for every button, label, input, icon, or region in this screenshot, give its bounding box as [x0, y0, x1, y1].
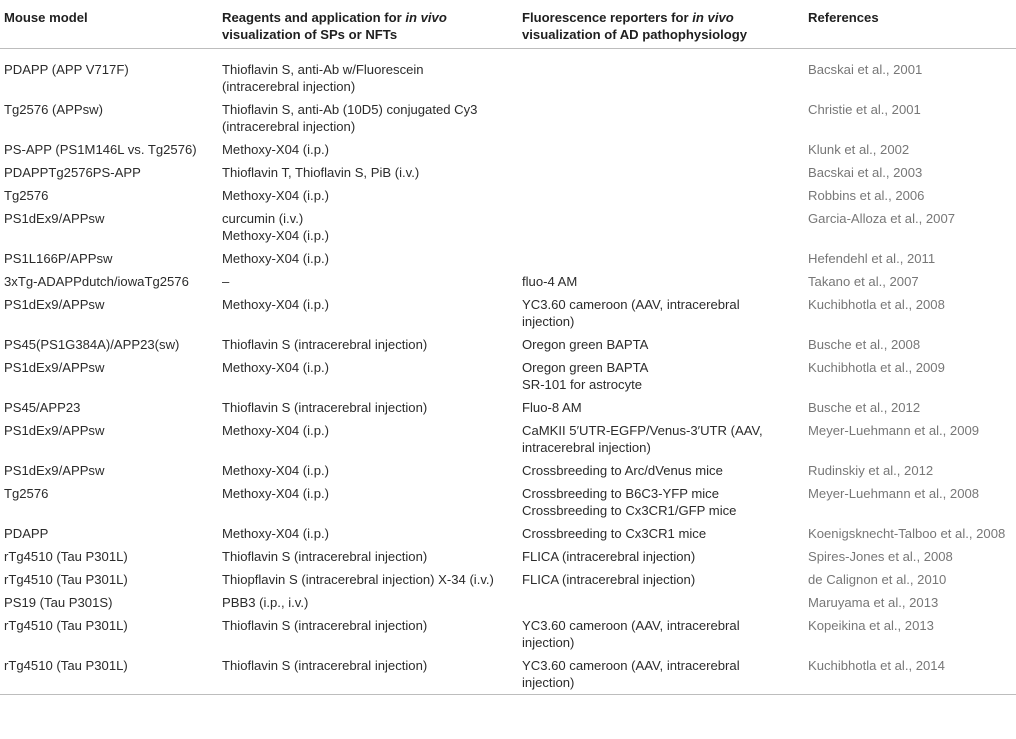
- table-row: [0, 654, 1016, 695]
- reagent-line: Thioflavin S (intracerebral injection): [222, 337, 428, 352]
- reagent-line: Thioflavin S, anti-Ab w/Fluorescein: [222, 62, 424, 77]
- mouse-model-text: Tg2576: [4, 486, 49, 501]
- mouse-model-text: PS1dEx9/APPsw: [4, 297, 105, 312]
- table-row: [0, 270, 1016, 293]
- cell-mouse-model: [0, 482, 218, 522]
- cell-reference: [804, 419, 1016, 459]
- cell-fluorescence: [518, 459, 804, 482]
- cell-reference: [804, 207, 1016, 247]
- header-reagents-pre: Reagents and application for: [222, 10, 406, 25]
- reagent-line: Thioflavin S (intracerebral injection): [222, 658, 428, 673]
- cell-reference: [804, 49, 1016, 99]
- table-row: [0, 568, 1016, 591]
- reagent-line: Methoxy-X04 (i.p.): [222, 142, 329, 157]
- header-row: [0, 0, 1016, 49]
- reagent-line: (intracerebral injection): [222, 79, 356, 94]
- fluorescence-line: FLICA (intracerebral injection): [522, 549, 696, 564]
- cell-reference: [804, 247, 1016, 270]
- cell-mouse-model: [0, 522, 218, 545]
- cell-reference: [804, 568, 1016, 591]
- reagent-line: (intracerebral injection): [222, 119, 356, 134]
- reference-text: Kopeikina et al., 2013: [808, 618, 934, 633]
- mouse-model-text: 3xTg-ADAPPdutch/iowaTg2576: [4, 274, 189, 289]
- cell-reagents: [218, 419, 518, 459]
- cell-reagents: [218, 247, 518, 270]
- header-reagents-post: visualization of SPs or NFTs: [222, 27, 398, 42]
- mouse-model-text: rTg4510 (Tau P301L): [4, 618, 128, 633]
- cell-fluorescence: [518, 545, 804, 568]
- cell-mouse-model: [0, 138, 218, 161]
- cell-fluorescence: [518, 161, 804, 184]
- cell-mouse-model: [0, 459, 218, 482]
- mouse-model-text: PS1L166P/APPsw: [4, 251, 113, 266]
- reference-text: Maruyama et al., 2013: [808, 595, 939, 610]
- table-row: [0, 247, 1016, 270]
- cell-mouse-model: [0, 419, 218, 459]
- mouse-model-text: PS1dEx9/APPsw: [4, 423, 105, 438]
- table-row: [0, 207, 1016, 247]
- cell-reagents: [218, 591, 518, 614]
- cell-fluorescence: [518, 396, 804, 419]
- cell-fluorescence: [518, 419, 804, 459]
- reference-text: Klunk et al., 2002: [808, 142, 910, 157]
- fluorescence-line: Crossbreeding to B6C3-YFP mice: [522, 486, 719, 501]
- cell-reference: [804, 161, 1016, 184]
- cell-reference: [804, 522, 1016, 545]
- cell-mouse-model: [0, 247, 218, 270]
- reagent-line: curcumin (i.v.): [222, 211, 304, 226]
- reference-text: Busche et al., 2012: [808, 400, 921, 415]
- cell-reference: [804, 654, 1016, 695]
- reference-text: Koenigsknecht-Talboo et al., 2008: [808, 526, 1006, 541]
- header-fluo-italic: in vivo: [692, 10, 734, 25]
- mouse-model-text: Tg2576 (APPsw): [4, 102, 103, 117]
- fluorescence-line: CaMKII 5′UTR-EGFP/Venus-3′UTR (AAV,: [522, 423, 763, 438]
- mouse-model-text: PDAPP (APP V717F): [4, 62, 129, 77]
- cell-mouse-model: [0, 184, 218, 207]
- cell-mouse-model: [0, 654, 218, 695]
- cell-fluorescence: [518, 207, 804, 247]
- mouse-model-text: PS1dEx9/APPsw: [4, 463, 105, 478]
- table-row: [0, 396, 1016, 419]
- fluorescence-line: Fluo-8 AM: [522, 400, 582, 415]
- cell-reagents: [218, 98, 518, 138]
- reference-text: Bacskai et al., 2001: [808, 62, 923, 77]
- fluorescence-line: Crossbreeding to Cx3CR1/GFP mice: [522, 503, 737, 518]
- reference-text: Rudinskiy et al., 2012: [808, 463, 934, 478]
- cell-fluorescence: [518, 482, 804, 522]
- cell-mouse-model: [0, 161, 218, 184]
- cell-fluorescence: [518, 356, 804, 396]
- table-row: [0, 333, 1016, 356]
- cell-mouse-model: [0, 614, 218, 654]
- cell-mouse-model: [0, 270, 218, 293]
- table-row: [0, 138, 1016, 161]
- cell-fluorescence: [518, 333, 804, 356]
- mouse-model-text: PS19 (Tau P301S): [4, 595, 113, 610]
- cell-fluorescence: [518, 591, 804, 614]
- cell-reference: [804, 591, 1016, 614]
- cell-mouse-model: [0, 98, 218, 138]
- table-row: [0, 522, 1016, 545]
- header-mouse-model-text: Mouse model: [4, 10, 88, 25]
- reference-text: Kuchibhotla et al., 2014: [808, 658, 945, 673]
- cell-reagents: [218, 545, 518, 568]
- header-fluo-post: visualization of AD pathophysiology: [522, 27, 748, 42]
- fluorescence-line: FLICA (intracerebral injection): [522, 572, 696, 587]
- fluorescence-line: YC3.60 cameroon (AAV, intracerebral: [522, 618, 740, 633]
- cell-reference: [804, 396, 1016, 419]
- reagent-line: Thioflavin S (intracerebral injection): [222, 618, 428, 633]
- header-references: [804, 0, 1016, 49]
- table-row: [0, 614, 1016, 654]
- cell-fluorescence: [518, 293, 804, 333]
- mouse-model-text: PDAPP: [4, 526, 49, 541]
- cell-fluorescence: [518, 654, 804, 695]
- cell-reference: [804, 356, 1016, 396]
- mouse-model-text: PS1dEx9/APPsw: [4, 211, 105, 226]
- cell-reagents: [218, 356, 518, 396]
- cell-mouse-model: [0, 356, 218, 396]
- reagent-line: PBB3 (i.p., i.v.): [222, 595, 309, 610]
- cell-mouse-model: [0, 396, 218, 419]
- reagent-line: Methoxy-X04 (i.p.): [222, 360, 329, 375]
- cell-reference: [804, 545, 1016, 568]
- cell-mouse-model: [0, 49, 218, 99]
- table-row: [0, 49, 1016, 99]
- mouse-model-text: rTg4510 (Tau P301L): [4, 572, 128, 587]
- reference-text: Bacskai et al., 2003: [808, 165, 923, 180]
- reference-text: Hefendehl et al., 2011: [808, 251, 936, 266]
- reference-text: de Calignon et al., 2010: [808, 572, 947, 587]
- mouse-model-text: rTg4510 (Tau P301L): [4, 658, 128, 673]
- cell-reference: [804, 482, 1016, 522]
- header-fluo-pre: Fluorescence reporters for: [522, 10, 693, 25]
- reference-text: Kuchibhotla et al., 2009: [808, 360, 945, 375]
- cell-reference: [804, 184, 1016, 207]
- mouse-model-text: Tg2576: [4, 188, 49, 203]
- mouse-model-text: PS45/APP23: [4, 400, 81, 415]
- mouse-model-text: PS-APP (PS1M146L vs. Tg2576): [4, 142, 197, 157]
- reagent-line: –: [222, 274, 230, 289]
- cell-reagents: [218, 482, 518, 522]
- reagent-line: Thioflavin S (intracerebral injection): [222, 549, 428, 564]
- cell-reagents: [218, 138, 518, 161]
- table-row: [0, 184, 1016, 207]
- header-mouse-model: [0, 0, 218, 49]
- reagent-line: Thioflavin S (intracerebral injection): [222, 400, 428, 415]
- table-row: [0, 293, 1016, 333]
- cell-fluorescence: [518, 184, 804, 207]
- reference-text: Spires-Jones et al., 2008: [808, 549, 953, 564]
- cell-reference: [804, 293, 1016, 333]
- cell-mouse-model: [0, 207, 218, 247]
- reagent-line: Methoxy-X04 (i.p.): [222, 526, 329, 541]
- fluorescence-line: fluo-4 AM: [522, 274, 578, 289]
- header-reagents-italic: in vivo: [405, 10, 447, 25]
- cell-fluorescence: [518, 522, 804, 545]
- cell-mouse-model: [0, 293, 218, 333]
- cell-fluorescence: [518, 568, 804, 591]
- reference-text: Christie et al., 2001: [808, 102, 921, 117]
- cell-reference: [804, 614, 1016, 654]
- cell-mouse-model: [0, 333, 218, 356]
- mouse-model-text: rTg4510 (Tau P301L): [4, 549, 128, 564]
- table-row: [0, 591, 1016, 614]
- reagent-line: Thioflavin S, anti-Ab (10D5) conjugated Cy3: [222, 102, 478, 117]
- table-row: [0, 482, 1016, 522]
- reference-text: Meyer-Luehmann et al., 2008: [808, 486, 980, 501]
- reagent-line: Methoxy-X04 (i.p.): [222, 188, 329, 203]
- fluorescence-line: injection): [522, 314, 575, 329]
- cell-reagents: [218, 333, 518, 356]
- fluorescence-line: intracerebral injection): [522, 440, 651, 455]
- reference-text: Busche et al., 2008: [808, 337, 921, 352]
- table-body: [0, 49, 1016, 695]
- fluorescence-line: YC3.60 cameroon (AAV, intracerebral: [522, 297, 740, 312]
- mouse-model-text: PDAPPTg2576PS-APP: [4, 165, 141, 180]
- fluorescence-line: Oregon green BAPTA: [522, 360, 649, 375]
- cell-reagents: [218, 459, 518, 482]
- table-row: [0, 161, 1016, 184]
- reagent-line: Thioflavin T, Thioflavin S, PiB (i.v.): [222, 165, 420, 180]
- fluorescence-line: injection): [522, 635, 575, 650]
- reagent-line: Thiopflavin S (intracerebral injection) X-34 (i.v.): [222, 572, 494, 587]
- cell-reagents: [218, 522, 518, 545]
- table-row: [0, 356, 1016, 396]
- reference-text: Robbins et al., 2006: [808, 188, 925, 203]
- reagent-line: Methoxy-X04 (i.p.): [222, 486, 329, 501]
- cell-fluorescence: [518, 98, 804, 138]
- fluorescence-line: Crossbreeding to Cx3CR1 mice: [522, 526, 707, 541]
- table-row: [0, 459, 1016, 482]
- mouse-model-text: PS1dEx9/APPsw: [4, 360, 105, 375]
- cell-reagents: [218, 270, 518, 293]
- cell-reagents: [218, 293, 518, 333]
- fluorescence-line: SR-101 for astrocyte: [522, 377, 643, 392]
- cell-reagents: [218, 161, 518, 184]
- cell-reference: [804, 459, 1016, 482]
- fluorescence-line: injection): [522, 675, 575, 690]
- cell-reagents: [218, 654, 518, 695]
- table-row: [0, 545, 1016, 568]
- cell-reference: [804, 98, 1016, 138]
- cell-reagents: [218, 207, 518, 247]
- cell-reagents: [218, 396, 518, 419]
- fluorescence-line: Crossbreeding to Arc/dVenus mice: [522, 463, 723, 478]
- fluorescence-line: Oregon green BAPTA: [522, 337, 649, 352]
- cell-fluorescence: [518, 270, 804, 293]
- reagent-line: Methoxy-X04 (i.p.): [222, 251, 329, 266]
- header-fluorescence: [518, 0, 804, 49]
- reference-text: Meyer-Luehmann et al., 2009: [808, 423, 980, 438]
- cell-fluorescence: [518, 138, 804, 161]
- mouse-model-text: PS45(PS1G384A)/APP23(sw): [4, 337, 180, 352]
- cell-mouse-model: [0, 545, 218, 568]
- table-header: [0, 0, 1016, 49]
- cell-reagents: [218, 614, 518, 654]
- cell-reagents: [218, 49, 518, 99]
- cell-reagents: [218, 568, 518, 591]
- cell-mouse-model: [0, 568, 218, 591]
- reagent-line: Methoxy-X04 (i.p.): [222, 228, 329, 243]
- cell-reagents: [218, 184, 518, 207]
- reagent-line: Methoxy-X04 (i.p.): [222, 297, 329, 312]
- reagent-line: Methoxy-X04 (i.p.): [222, 463, 329, 478]
- header-references-text: References: [808, 10, 879, 25]
- cell-fluorescence: [518, 49, 804, 99]
- cell-reference: [804, 138, 1016, 161]
- reference-text: Garcia-Alloza et al., 2007: [808, 211, 956, 226]
- cell-mouse-model: [0, 591, 218, 614]
- reagent-line: Methoxy-X04 (i.p.): [222, 423, 329, 438]
- fluorescence-line: YC3.60 cameroon (AAV, intracerebral: [522, 658, 740, 673]
- header-reagents: [218, 0, 518, 49]
- reference-text: Kuchibhotla et al., 2008: [808, 297, 945, 312]
- table-row: [0, 98, 1016, 138]
- cell-reference: [804, 270, 1016, 293]
- cell-reference: [804, 333, 1016, 356]
- cell-fluorescence: [518, 247, 804, 270]
- reference-text: Takano et al., 2007: [808, 274, 919, 289]
- table-row: [0, 419, 1016, 459]
- cell-fluorescence: [518, 614, 804, 654]
